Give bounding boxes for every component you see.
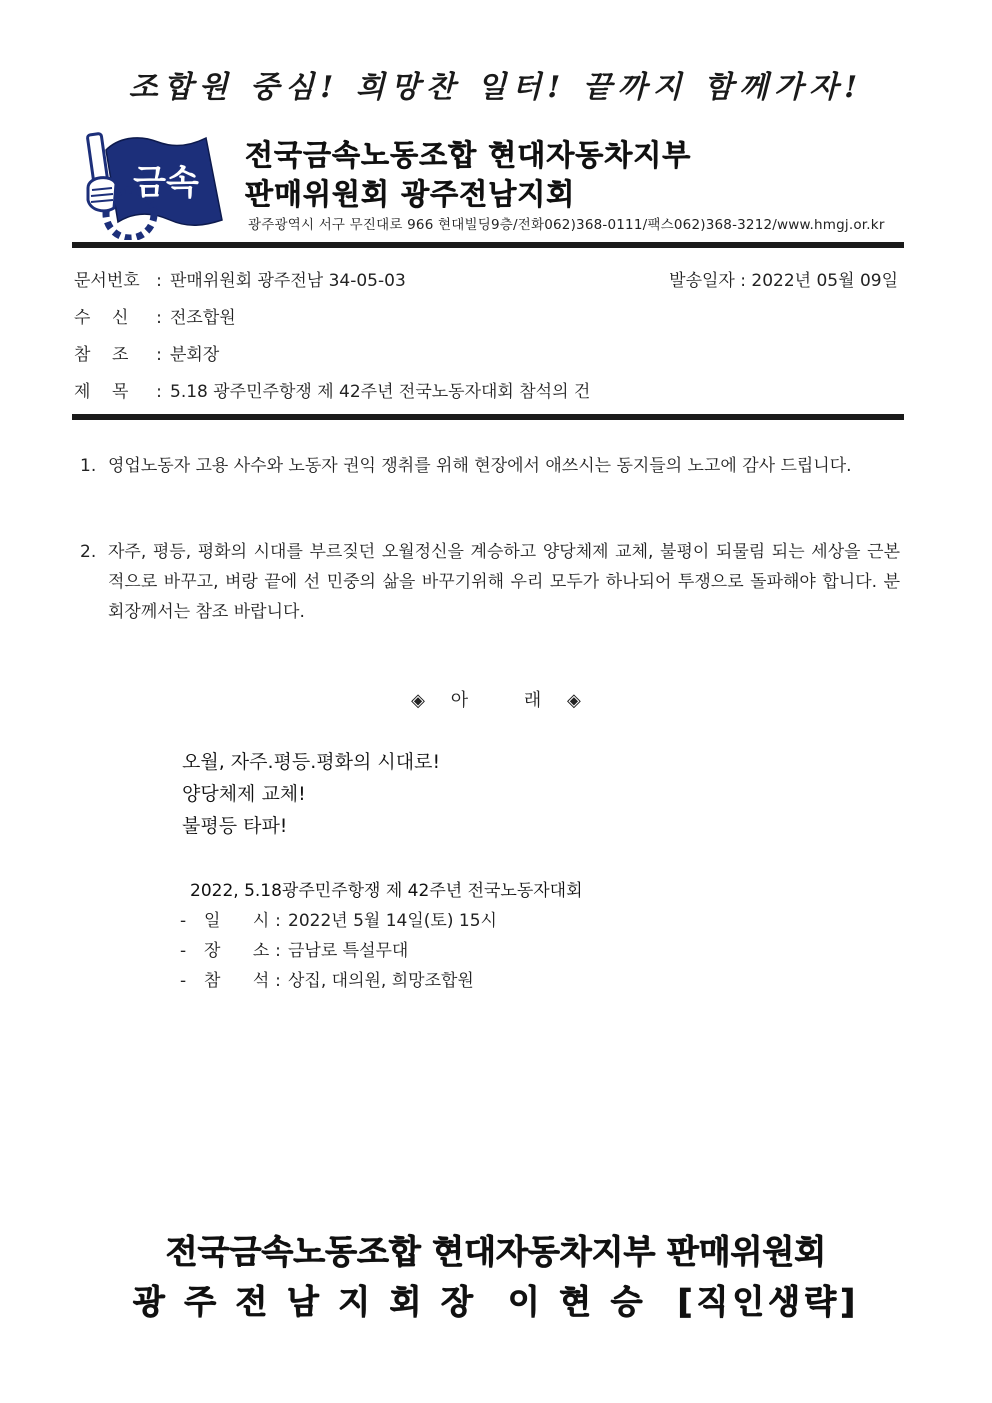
reference-row	[74, 340, 219, 365]
slogan-list	[182, 746, 440, 842]
event-label: 참 석	[204, 971, 270, 991]
send-date	[669, 266, 898, 291]
slogan-line: 양당체제 교체!	[182, 783, 306, 805]
recipient-label: 수 신	[74, 308, 129, 328]
dash: -	[180, 971, 187, 991]
paragraph-text: 자주, 평등, 평화의 시대를 부르짖던 오월정신을 계승하고 양당체제 교체, 불평이 되물림 되는 세상을 근본적으로 바꾸고, 벼랑 끝에 선 민중의 삶을 바꾸기위해 우리 모두가 하나되어 투쟁으로 돌파해야 합니다. 분회장께서는 참조 바랍니다.	[108, 542, 900, 622]
dash: -	[180, 911, 187, 931]
notice-heading	[0, 686, 992, 712]
slogan: 조합원 중심! 희망찬 일터! 끝까지 함께가자!	[128, 70, 864, 105]
event-label: 일 시	[204, 911, 270, 931]
doc-number-label: 문서번호	[74, 271, 140, 291]
separator: :	[740, 271, 746, 291]
recipient-row	[74, 303, 236, 328]
event-value: 금남로 특설무대	[288, 941, 409, 961]
reference-value: 분회장	[170, 345, 220, 365]
logo-text: 금속	[133, 163, 199, 203]
separator: :	[156, 308, 162, 328]
org-name-line2: 판매위원회 광주전남지회	[245, 177, 576, 211]
event-value: 2022년 5월 14일(토) 15시	[288, 911, 497, 931]
separator: :	[275, 941, 281, 961]
event-row-place	[180, 936, 408, 961]
paragraph-text: 영업노동자 고용 사수와 노동자 권익 쟁취를 위해 현장에서 애쓰시는 동지들의 노고에 감사 드립니다.	[108, 456, 852, 476]
send-date-label: 발송일자	[669, 271, 735, 291]
dash: -	[180, 941, 187, 961]
reference-label: 참 조	[74, 345, 129, 365]
slogan-line: 오월, 자주.평등.평화의 시대로!	[182, 751, 441, 773]
notice-word: 아	[450, 690, 469, 711]
event-label: 장 소	[204, 941, 270, 961]
signature-org: 전국금속노동조합 현대자동차지부 판매위원회	[165, 1232, 827, 1271]
diamond-icon: ◈	[411, 690, 425, 711]
separator: :	[156, 271, 162, 291]
signature-name: 광 주 전 남 지 회 장 이 현 승 [직인생략]	[132, 1282, 860, 1321]
paragraph-number: 2.	[80, 542, 97, 562]
slogan-line: 불평등 타파!	[182, 815, 288, 837]
org-address: 광주광역시 서구 무진대로 966 현대빌딩9층/전화062)368-0111/팩스062)368-3212/www.hmgj.or.kr	[248, 217, 885, 233]
subject-value: 5.18 광주민주항쟁 제 42주년 전국노동자대회 참석의 건	[170, 382, 591, 402]
paragraph-1	[80, 451, 900, 513]
doc-number-value: 판매위원회 광주전남 34-05-03	[170, 271, 406, 291]
event-row-time	[180, 906, 497, 931]
paragraph-2	[80, 537, 900, 629]
recipient-value: 전조합원	[170, 308, 236, 328]
doc-number-row	[74, 266, 406, 291]
event-row-attendees	[180, 966, 474, 991]
diamond-icon: ◈	[566, 690, 581, 711]
event-value: 상집, 대의원, 희망조합원	[288, 971, 474, 991]
paragraph-number: 1.	[80, 456, 97, 476]
separator: :	[275, 911, 281, 931]
event-title: 2022, 5.18광주민주항쟁 제 42주년 전국노동자대회	[190, 881, 583, 901]
notice-word: 래	[523, 690, 542, 711]
meta-divider	[72, 414, 904, 420]
header-divider	[72, 242, 904, 248]
separator: :	[275, 971, 281, 991]
separator: :	[156, 382, 162, 402]
subject-label: 제 목	[74, 382, 129, 402]
org-name-line1: 전국금속노동조합 현대자동차지부	[245, 138, 692, 172]
send-date-value: 2022년 05월 09일	[751, 271, 898, 291]
separator: :	[156, 345, 162, 365]
subject-row	[74, 377, 590, 402]
union-logo	[78, 128, 228, 240]
